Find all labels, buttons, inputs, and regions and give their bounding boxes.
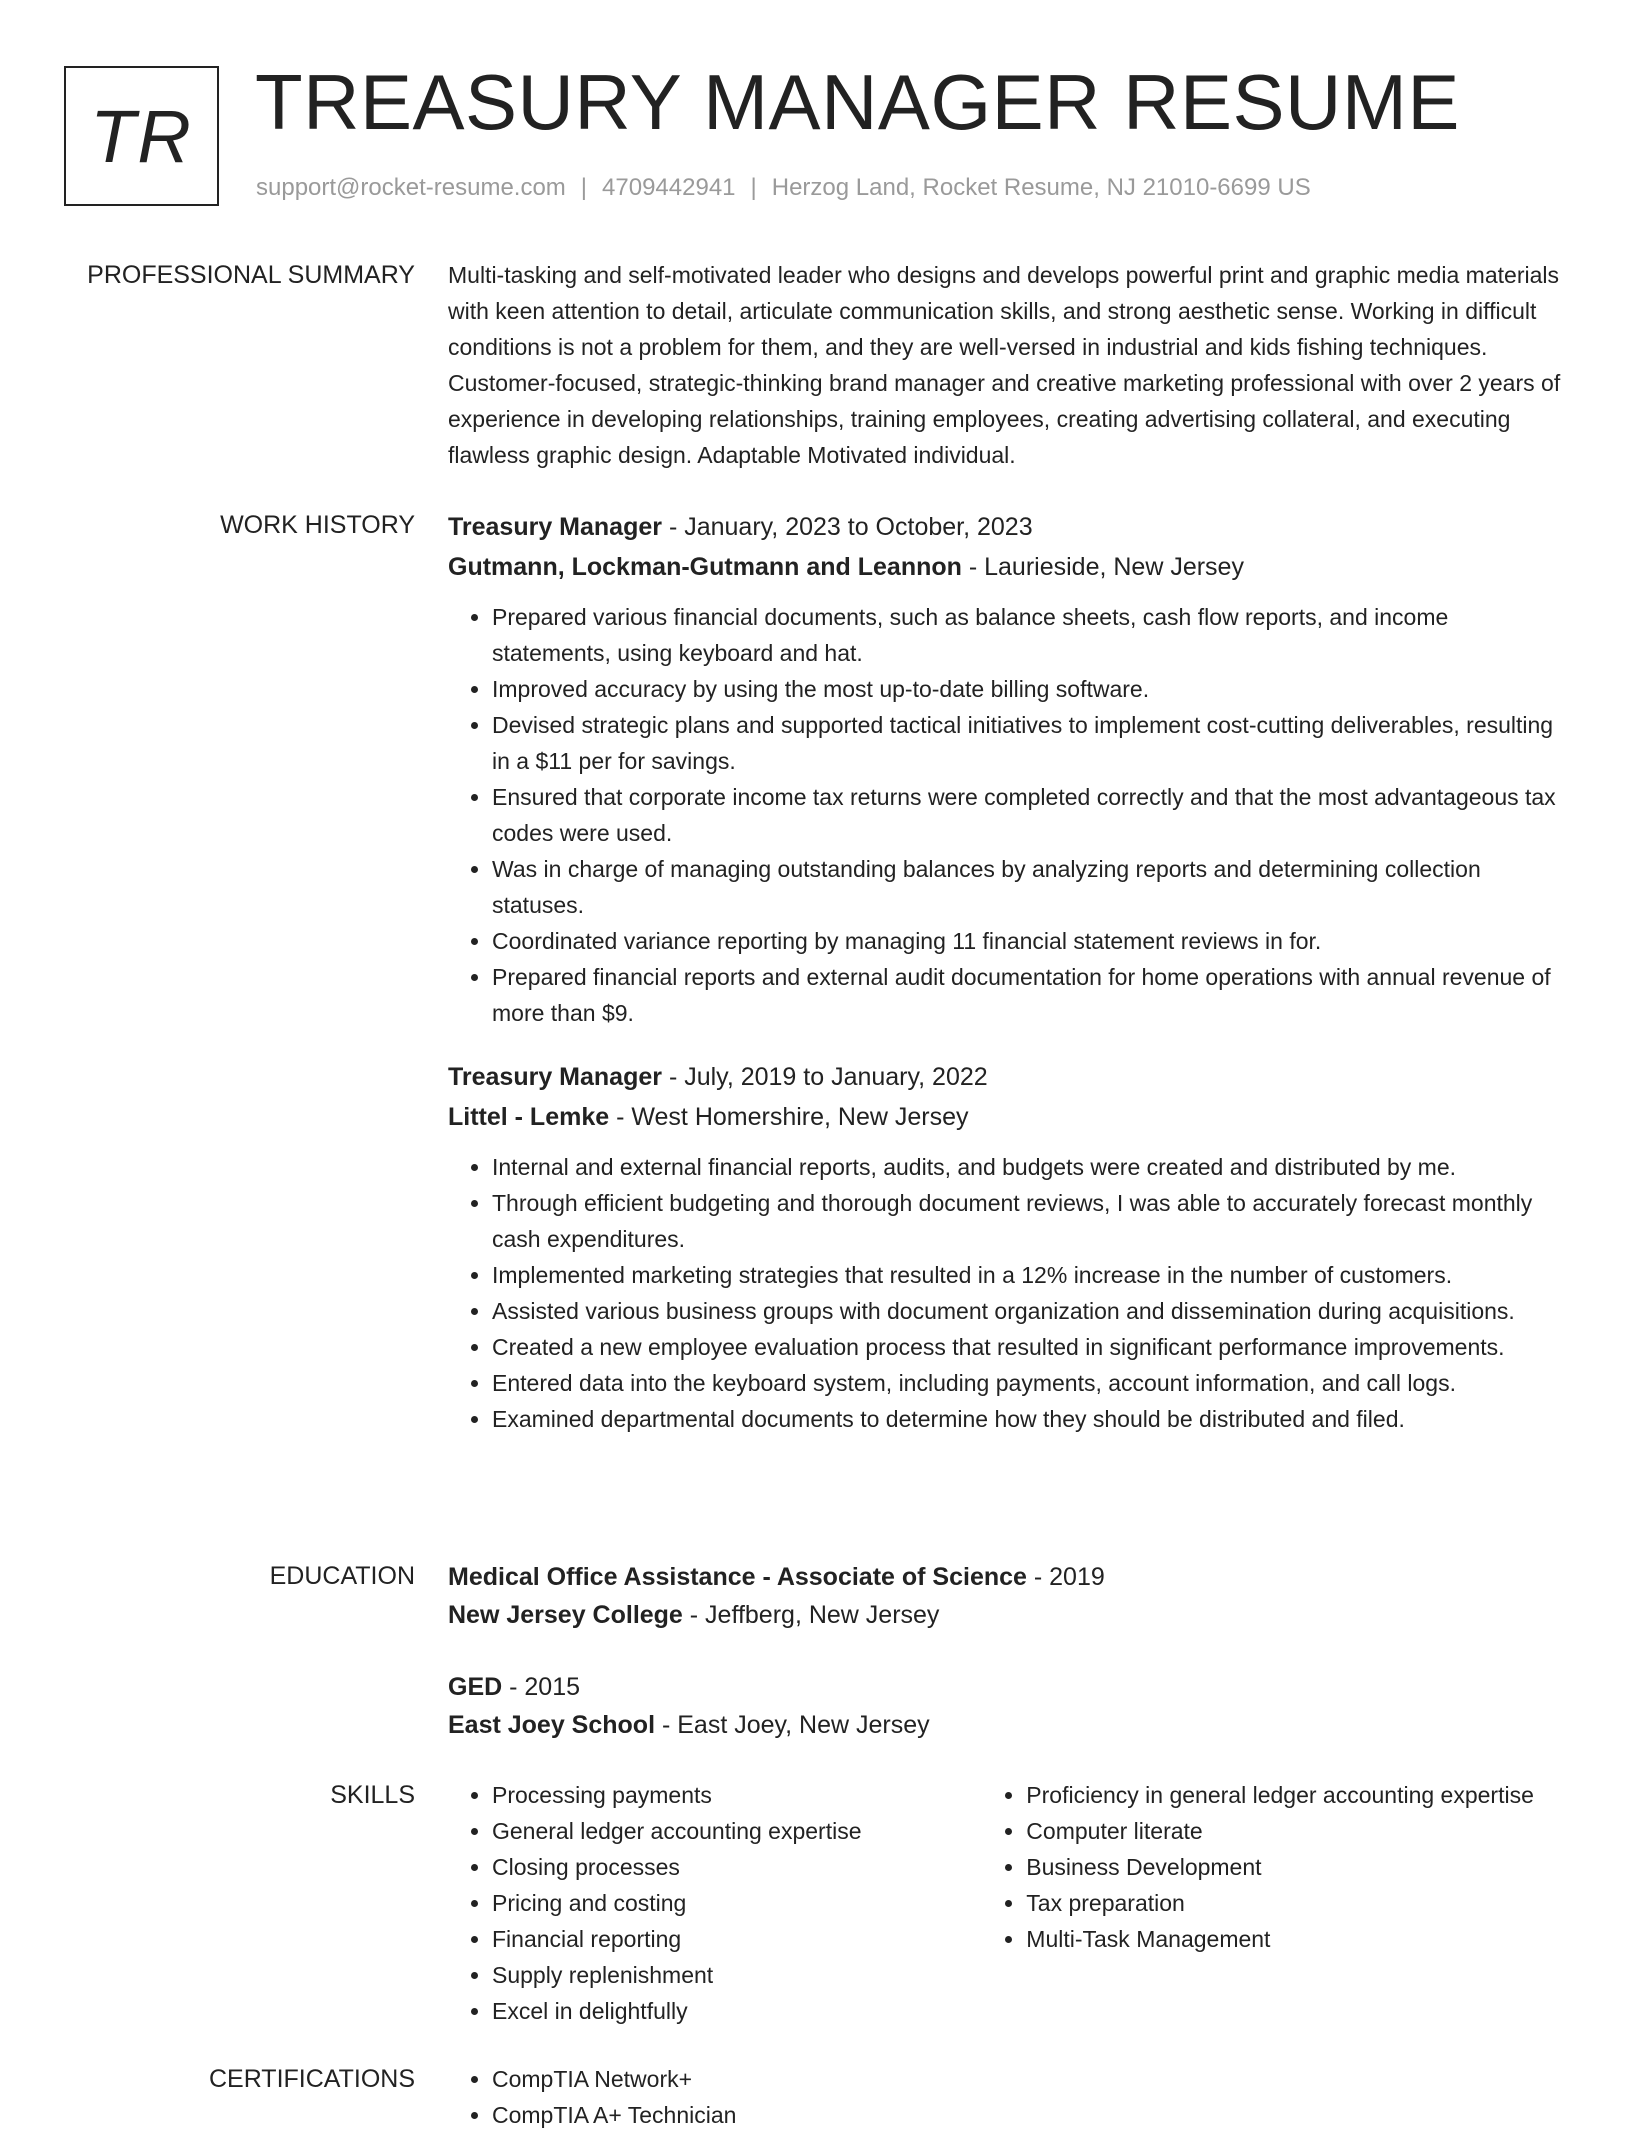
education-school-line	[448, 1706, 1570, 1744]
education-year: - 2019	[1026, 1563, 1105, 1591]
monogram-box	[64, 66, 219, 206]
certification-item: • CompTIA Network+	[492, 2061, 736, 2097]
skill-item: • Pricing and costing	[492, 1885, 982, 1921]
contact-address: Herzog Land, Rocket Resume, NJ 21010-6699 US	[771, 174, 1311, 201]
skill-item: • Financial reporting	[492, 1921, 982, 1957]
contact-line	[256, 174, 1311, 202]
work-history-body	[448, 507, 1570, 1437]
skill-item: • Processing payments	[492, 1777, 982, 1813]
education-body	[448, 1558, 1570, 1744]
skill-item: • General ledger accounting expertise	[492, 1813, 982, 1849]
monogram-initials: TR	[90, 94, 193, 178]
education-entry	[448, 1668, 1570, 1744]
education-location: - East Joey, New Jersey	[655, 1711, 930, 1739]
certifications-body	[448, 2061, 1570, 2133]
summary-text: Multi-tasking and self-motivated leader who designs and develops powerful print and graphic media materials with keen attention to detail, articulate communication skills, and strong aesthetic sense. Working in difficult conditions is not a problem for them, and they are well-versed in industrial and kids fishing techniques. Customer-focused, strategic-thinking brand manager and creative marketing professional with over 2 years of experience in developing relationships, training employees, creating advertising collateral, and executing flawless graphic design. Adaptable Motivated individual.	[448, 262, 1561, 468]
certification-item: • CompTIA A+ Technician	[492, 2097, 736, 2133]
summary-body	[448, 257, 1570, 473]
job-bullet: • Entered data into the keyboard system, including payments, account information, and call logs.	[492, 1365, 1570, 1401]
education-degree: GED	[448, 1673, 503, 1701]
education-location: - Jeffberg, New Jersey	[682, 1601, 940, 1629]
job-bullet: • Coordinated variance reporting by managing 11 financial statement reviews in for.	[492, 923, 1570, 959]
job-bullet: • Ensured that corporate income tax returns were completed correctly and that the most advantageous tax codes were used.	[492, 779, 1570, 851]
job-bullet: • Internal and external financial reports, audits, and budgets were created and distributed by me.	[492, 1149, 1570, 1185]
job-bullet: • Devised strategic plans and supported tactical initiatives to implement cost-cutting deliverables, resulting in a $11 per for savings.	[492, 707, 1570, 779]
skills-list-column-1	[448, 1777, 982, 2029]
job-company: Littel - Lemke	[448, 1103, 610, 1131]
skill-item: • Excel in delightfully	[492, 1993, 982, 2029]
education-school: New Jersey College	[448, 1601, 683, 1629]
skill-item: • Supply replenishment	[492, 1957, 982, 1993]
job-title: Treasury Manager	[448, 1063, 662, 1091]
contact-separator: |	[580, 174, 588, 201]
job-company-line	[448, 1097, 1570, 1137]
certifications-list	[448, 2061, 736, 2133]
job-location: - West Homershire, New Jersey	[609, 1103, 969, 1131]
section-label-certifications: CERTIFICATIONS	[208, 2065, 415, 2093]
job-bullet: • Prepared various financial documents, such as balance sheets, cash flow reports, and income statements, using keyboard and hat.	[492, 599, 1570, 671]
contact-email: support@rocket-resume.com	[256, 174, 566, 201]
skill-item: • Tax preparation	[1026, 1885, 1570, 1921]
section-label-summary: PROFESSIONAL SUMMARY	[87, 261, 415, 289]
section-label-education: EDUCATION	[269, 1562, 415, 1590]
skill-item: • Multi-Task Management	[1026, 1921, 1570, 1957]
job-bullet: • Through efficient budgeting and thorough document reviews, I was able to accurately forecast monthly cash expenditures.	[492, 1185, 1570, 1257]
section-label-work-history: WORK HISTORY	[220, 511, 415, 539]
skill-item: • Proficiency in general ledger accounting expertise	[1026, 1777, 1570, 1813]
job-title-line	[448, 507, 1570, 547]
job-entry	[448, 507, 1570, 1031]
education-degree-line	[448, 1668, 1570, 1706]
job-bullet: • Implemented marketing strategies that resulted in a 12% increase in the number of customers.	[492, 1257, 1570, 1293]
education-year: - 2015	[502, 1673, 581, 1701]
job-dates: - January, 2023 to October, 2023	[662, 513, 1033, 541]
education-school: East Joey School	[448, 1711, 656, 1739]
resume-title: TREASURY MANAGER RESUME	[255, 58, 1460, 146]
skill-item: • Business Development	[1026, 1849, 1570, 1885]
job-company: Gutmann, Lockman-Gutmann and Leannon	[448, 553, 962, 581]
job-bullet: • Examined departmental documents to determine how they should be distributed and filed.	[492, 1401, 1570, 1437]
job-title: Treasury Manager	[448, 513, 662, 541]
job-bullets	[448, 1149, 1570, 1437]
job-entry	[448, 1057, 1570, 1437]
job-company-line	[448, 547, 1570, 587]
job-title-line	[448, 1057, 1570, 1097]
job-bullet: • Was in charge of managing outstanding balances by analyzing reports and determining collection statuses.	[492, 851, 1570, 923]
job-bullet: • Assisted various business groups with document organization and dissemination during acquisitions.	[492, 1293, 1570, 1329]
contact-separator: |	[750, 174, 757, 201]
job-dates: - July, 2019 to January, 2022	[662, 1063, 988, 1091]
job-location: - Laurieside, New Jersey	[961, 553, 1244, 581]
education-degree: Medical Office Assistance - Associate of Science	[448, 1563, 1027, 1591]
education-degree-line	[448, 1558, 1570, 1596]
contact-phone: 4709442941	[602, 174, 736, 201]
skills-body	[448, 1777, 1570, 2029]
skill-item: • Computer literate	[1026, 1813, 1570, 1849]
job-bullets	[448, 599, 1570, 1031]
section-label-skills: SKILLS	[330, 1781, 415, 1809]
job-bullet: • Created a new employee evaluation process that resulted in significant performance improvements.	[492, 1329, 1570, 1365]
skill-item: • Closing processes	[492, 1849, 982, 1885]
job-bullet: • Improved accuracy by using the most up-to-date billing software.	[492, 671, 1570, 707]
job-bullet: • Prepared financial reports and external audit documentation for home operations with annual revenue of more than $9.	[492, 959, 1570, 1031]
skills-list-column-2	[982, 1777, 1570, 2029]
education-school-line	[448, 1596, 1570, 1634]
education-entry	[448, 1558, 1570, 1634]
